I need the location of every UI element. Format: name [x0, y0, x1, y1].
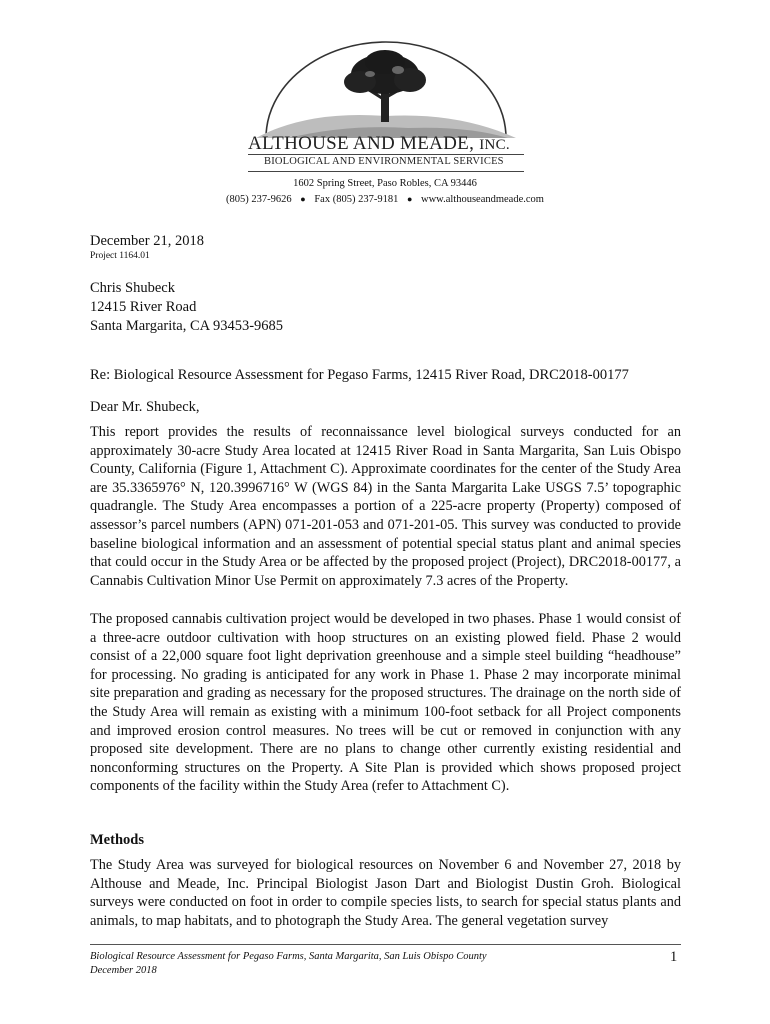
paragraph-intro: This report provides the results of reconnaissance level biological surveys conducted for an approximately 30-acre Study Area located at 12415 River Road in Santa Margarita, San Luis Obispo County, California (Figure 1, Attachment C). Approximate coordinates for the center of the Study Area are 35.3365976° N, 120.3996716° W (WGS 84) in the Santa Margarita Lake USGS 7.5’ topographic quadrangle. The Study Area encompasses a portion of a 225-acre property (Property) composed of assessor’s parcel numbers (APN) 071-201-053 and 071-201-05. This survey was conducted to provide baseline biological information and an assessment of potential special status plant and animal species that could occur in the Study Area or be affected by the proposed project (Project), DRC2018-00177, a Cannabis Cultivation Minor Use Permit on approximately 7.3 acres of the Property. [90, 424, 681, 589]
section-heading-methods: Methods [90, 832, 144, 848]
bullet-icon: ● [406, 194, 413, 204]
company-name-suffix: INC. [479, 137, 510, 153]
recipient-city: Santa Margarita, CA 93453-9685 [90, 318, 284, 334]
page-number: 1 [670, 949, 678, 965]
paragraph-project-description: The proposed cannabis cultivation project would be developed in two phases. Phase 1 would consist of a three-acre outdoor cultivation with hoop structures on an existing plowed field. Phase 2 would consist of a 22,000 square foot light deprivation greenhouse and a simple steel building “headhouse” for processing. No grading is anticipated for any work in Phase 1. Phase 2 may incorporate minimal site preparation and grading as necessary for the proposed structures. The drainage on the north side of the Study Area will remain as existing with a minimum 100-foot setback for all Project components and improved erosion control measures. No trees will be cut or removed in conjunction with any proposed site development. There are no plans to change other currently existing residential and nonconforming structures on the Property. A Site Plan is provided which shows proposed project components of the facility within the Study Area (refer to Attachment C). [90, 611, 681, 795]
footer-date: December 2018 [90, 965, 157, 976]
company-name-main: ALTHOUSE AND MEADE, [248, 133, 475, 154]
company-name [248, 133, 548, 155]
company-fax: Fax (805) 237-9181 [314, 194, 399, 205]
company-address: 1602 Spring Street, Paso Robles, CA 93446 [293, 178, 477, 189]
recipient-block [90, 279, 283, 336]
company-website[interactable]: www.althouseandmeade.com [421, 194, 544, 205]
company-subtitle: BIOLOGICAL AND ENVIRONMENTAL SERVICES [264, 156, 504, 167]
letterhead-rule-top [248, 154, 524, 155]
oak-tree-logo-icon [248, 40, 524, 140]
project-number: Project 1164.01 [90, 251, 150, 261]
company-contacts [0, 194, 770, 205]
letterhead-rule-bottom [248, 171, 524, 172]
recipient-street: 12415 River Road [90, 299, 197, 315]
letter-date: December 21, 2018 [90, 233, 204, 249]
footer-title: Biological Resource Assessment for Pegaso Farms, Santa Margarita, San Luis Obispo County [90, 951, 487, 962]
company-phone: (805) 237-9626 [226, 194, 292, 205]
footer-rule [90, 944, 681, 945]
subject-line: Re: Biological Resource Assessment for Pegaso Farms, 12415 River Road, DRC2018-00177 [90, 367, 629, 383]
greeting: Dear Mr. Shubeck, [90, 399, 200, 415]
bullet-icon: ● [300, 194, 306, 204]
recipient-name: Chris Shubeck [90, 280, 175, 296]
paragraph-methods: The Study Area was surveyed for biological resources on November 6 and November 27, 2018 by Althouse and Meade, Inc. Principal Biologist Jason Dart and Biologist Dustin Groh. Biological surveys were conducted on foot in order to compile species lists, to search for special status plants and animals, to map habitats, and to photograph the Study Area. The general vegetation survey [90, 857, 681, 929]
